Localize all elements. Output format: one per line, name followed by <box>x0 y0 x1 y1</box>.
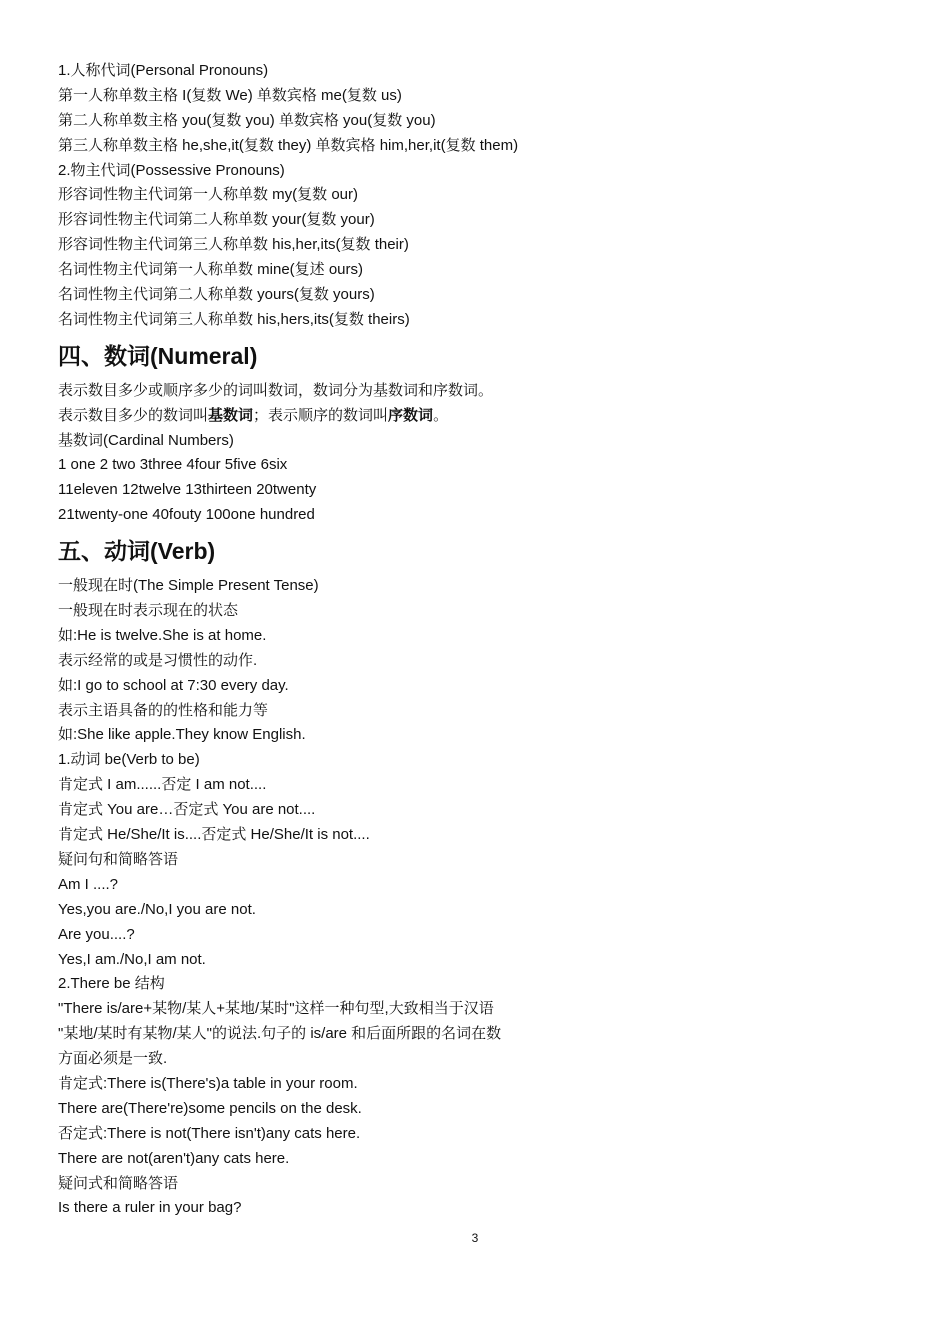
numeral-heading: 四、数词(Numeral) <box>58 342 258 369</box>
cardinal-example: 11eleven 12twelve 13thirteen 20twenty <box>58 481 317 499</box>
cardinal-numbers-title: 基数词(Cardinal Numbers) <box>58 431 234 449</box>
verb-line: 1.动词 be(Verb to be) <box>58 751 200 769</box>
cardinal-example: 1 one 2 two 3three 4four 5five 6six <box>58 456 288 474</box>
verb-line: 否定式:There is not(There isn't)any cats here. <box>58 1124 361 1142</box>
possessive-pronoun-line: 名词性物主代词第三人称单数 his,hers,its(复数 theirs) <box>58 310 410 328</box>
page-content <box>58 59 898 1221</box>
verb-line: 如:He is twelve.She is at home. <box>58 626 267 644</box>
verb-line: 一般现在时表示现在的状态 <box>58 602 239 620</box>
possessive-pronoun-line: 形容词性物主代词第三人称单数 his,her,its(复数 their) <box>58 236 409 254</box>
definition-middle: ；表示顺序的数词叫 <box>253 406 389 424</box>
verb-line: Is there a ruler in your bag? <box>58 1199 242 1217</box>
verb-line: Yes,I am./No,I am not. <box>58 950 206 968</box>
verb-line: 肯定式 You are…否定式 You are not.... <box>58 801 316 819</box>
possessive-pronoun-line: 形容词性物主代词第一人称单数 my(复数 our) <box>58 186 359 204</box>
verb-line: Are you....? <box>58 925 135 943</box>
definition-prefix: 表示数目多少的数词叫 <box>58 406 209 424</box>
possessive-pronouns-title: 2.物主代词(Possessive Pronouns) <box>58 161 285 179</box>
ordinal-term: 序数词 <box>388 406 434 424</box>
numeral-intro: 表示数目多少或顺序多少的词叫数词，数词分为基数词和序数词。 <box>58 381 494 399</box>
verb-line: 如:I go to school at 7:30 every day. <box>58 676 289 694</box>
verb-line: Am I ....? <box>58 875 119 893</box>
verb-heading: 五、动词(Verb) <box>58 538 216 565</box>
cardinal-term: 基数词 <box>208 406 254 424</box>
verb-line: Yes,you are./No,I you are not. <box>58 900 256 918</box>
verb-line: 表示主语具备的的性格和能力等 <box>58 701 269 719</box>
verb-line: 一般现在时(The Simple Present Tense) <box>58 577 319 595</box>
page-number: 3 <box>471 1231 479 1245</box>
possessive-pronoun-line: 形容词性物主代词第二人称单数 your(复数 your) <box>58 211 375 229</box>
possessive-pronoun-line: 名词性物主代词第一人称单数 mine(复述 ours) <box>58 261 364 279</box>
verb-line: 肯定式 He/She/It is....否定式 He/She/It is not.... <box>58 826 370 844</box>
personal-pronoun-line: 第一人称单数主格 I(复数 We) 单数宾格 me(复数 us) <box>58 86 402 104</box>
personal-pronoun-line: 第三人称单数主格 he,she,it(复数 they) 单数宾格 him,her,it(复数 them) <box>58 136 519 154</box>
cardinal-example: 21twenty-one 40fouty 100one hundred <box>58 506 315 524</box>
verb-line: 肯定式:There is(There's)a table in your room. <box>58 1074 358 1092</box>
verb-line: There are not(aren't)any cats here. <box>58 1149 290 1167</box>
definition-suffix: 。 <box>433 406 449 424</box>
verb-line: "某地/某时有某物/某人"的说法.句子的 is/are 和后面所跟的名词在数 <box>58 1025 502 1043</box>
verb-line: 2.There be 结构 <box>58 975 165 993</box>
verb-line: 疑问句和简略答语 <box>58 850 179 868</box>
personal-pronoun-line: 第二人称单数主格 you(复数 you) 单数宾格 you(复数 you) <box>58 111 436 129</box>
verb-line: 表示经常的或是习惯性的动作. <box>58 651 258 669</box>
numeral-definition <box>58 404 898 429</box>
verb-line: 如:She like apple.They know English. <box>58 726 306 744</box>
personal-pronouns-title: 1.人称代词(Personal Pronouns) <box>58 62 269 79</box>
verb-line: "There is/are+某物/某人+某地/某时"这样一种句型,大致相当于汉语 <box>58 1000 494 1018</box>
possessive-pronoun-line: 名词性物主代词第二人称单数 yours(复数 yours) <box>58 286 375 304</box>
verb-line: 疑问式和简略答语 <box>58 1174 179 1192</box>
verb-line: There are(There're)some pencils on the desk. <box>58 1099 362 1117</box>
verb-line: 肯定式 I am......否定 I am not.... <box>58 776 267 794</box>
verb-line: 方面必须是一致. <box>58 1050 168 1068</box>
